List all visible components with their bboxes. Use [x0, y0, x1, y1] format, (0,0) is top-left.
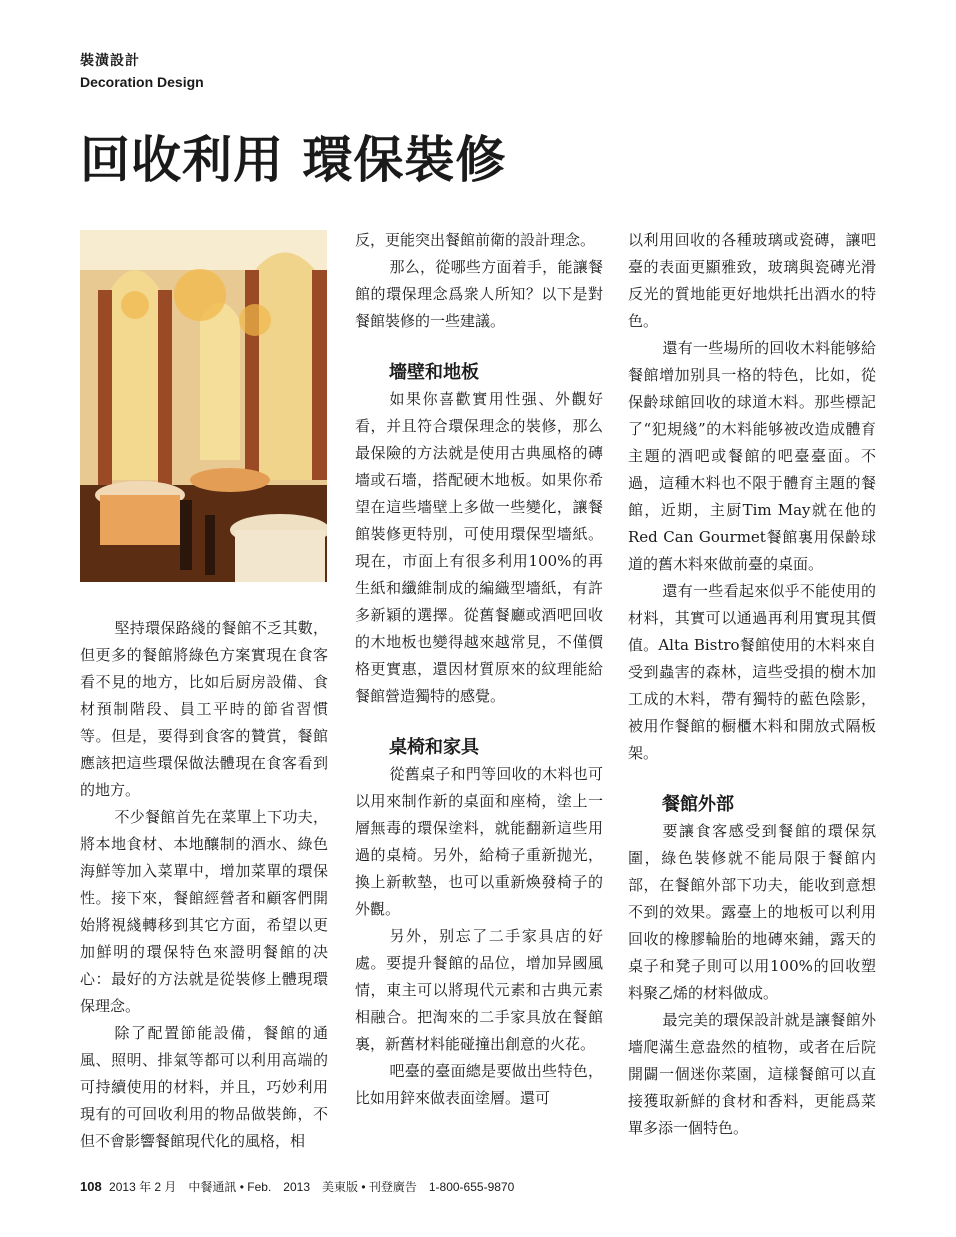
column-2 — [355, 227, 603, 1112]
paragraph: 除了配置節能設備，餐館的通風、照明、排氣等都可以利用高端的可持續使用的材料，并且，巧妙利用現有的可回收利用的物品做裝飾，不但不會影響餐館現代化的風格，相 — [80, 1024, 328, 1150]
section-label-zh: 裝潢設計 — [80, 53, 140, 69]
article-title: 回收利用 環保裝修 — [80, 130, 507, 189]
paragraph: 還有一些場所的回收木料能够給餐館增加别具一格的特色，比如，從保齡球館回收的球道木料。那些標記了“犯規綫”的木料能够被改造成體育主題的酒吧或餐館的吧臺臺面。不過，這種木料也不限于體育主題的餐館，近期，主厨Tim May就在他的Red Can Gourmet餐館裏用保齡球道的舊木料來做前臺的桌面。 — [628, 339, 876, 573]
heading-furniture: 桌椅和家具 — [389, 737, 479, 758]
footer-publication-info: 2013 年 2 月 中餐通訊 • Feb. 2013 美東版 • 刊登廣告 1-800-655-9870 — [109, 1180, 515, 1194]
heading-walls-floors: 墻壁和地板 — [389, 362, 479, 383]
paragraph: 最完美的環保設計就是讓餐館外墻爬滿生意盎然的植物，或者在后院開闢一個迷你菜園，這樣餐館可以直接獲取新鮮的食材和香料，更能爲菜單多添一個特色。 — [628, 1011, 876, 1137]
paragraph: 如果你喜歡實用性强、外觀好看，并且符合環保理念的裝修，那么最保險的方法就是使用古典風格的磚墻或石墻，搭配硬木地板。如果你希望在這些墻壁上多做一些變化，讓餐館裝修更特別，可使用環保型墻紙。現在，市面上有很多利用100%的再生紙和纖維制成的編織型墻紙，有許多新穎的選擇。從舊餐廳或酒吧回收的木地板也變得越來越常見，不僅價格更實惠，還因材質原來的紋理能給餐館營造獨特的感覺。 — [355, 390, 603, 705]
page-footer — [80, 1178, 514, 1195]
column-1 — [80, 615, 328, 1155]
paragraph: 另外，别忘了二手家具店的好處。要提升餐館的品位，增加异國風情，東主可以將現代元素和古典元素相融合。把淘來的二手家具放在餐館裏，新舊材料能碰撞出創意的火花。 — [355, 927, 603, 1053]
paragraph: 堅持環保路綫的餐館不乏其數，但更多的餐館將綠色方案實現在食客看不見的地方，比如后厨房設備、食材預制階段、員工平時的節省習慣等。但是，要得到食客的贊賞，餐館應該把這些環保做法體現在食客看到的地方。 — [80, 619, 328, 799]
paragraph: 要讓食客感受到餐館的環保氛圍，綠色裝修就不能局限于餐館内部，在餐館外部下功夫，能收到意想不到的效果。露臺上的地板可以利用回收的橡膠輪胎的地磚來鋪，露天的桌子和凳子則可以用100%的回收塑料聚乙烯的材料做成。 — [628, 822, 876, 1002]
column-3 — [628, 227, 876, 1142]
paragraph: 還有一些看起來似乎不能使用的材料，其實可以通過再利用實現其價值。Alta Bistro餐館使用的木料來自受到蟲害的森林，這些受損的樹木加工成的木料，帶有獨特的藍色陰影，被用作餐館的橱櫃木料和開放式隔板架。 — [628, 582, 876, 762]
paragraph: 反，更能突出餐館前衛的設計理念。 — [355, 231, 596, 249]
paragraph: 那么，從哪些方面着手，能讓餐館的環保理念爲衆人所知？以下是對餐館裝修的一些建議。 — [355, 258, 603, 330]
paragraph: 以利用回收的各種玻璃或瓷磚，讓吧臺的表面更顯雅致，玻璃與瓷磚光滑反光的質地能更好地烘托出酒水的特色。 — [628, 231, 876, 330]
paragraph: 吧臺的臺面總是要做出些特色，比如用鋅來做表面塗層。還可 — [355, 1062, 603, 1107]
section-label-en: Decoration Design — [80, 74, 204, 90]
heading-exterior: 餐館外部 — [662, 794, 734, 815]
paragraph: 從舊桌子和門等回收的木料也可以用來制作新的桌面和座椅，塗上一層無毒的環保塗料，就能翻新這些用過的桌椅。另外，給椅子重新抛光，換上新軟墊，也可以重新煥發椅子的外觀。 — [355, 765, 603, 918]
restaurant-photo — [80, 230, 327, 582]
paragraph: 不少餐館首先在菜單上下功夫，將本地食材、本地釀制的酒水、綠色海鮮等加入菜單中，增加菜單的環保性。接下來，餐館經營者和顧客們開始將視綫轉移到其它方面，希望以更加鮮明的環保特色來證明餐館的决心：最好的方法就是從裝修上體現環保理念。 — [80, 808, 328, 1015]
page-number: 108 — [80, 1179, 102, 1194]
